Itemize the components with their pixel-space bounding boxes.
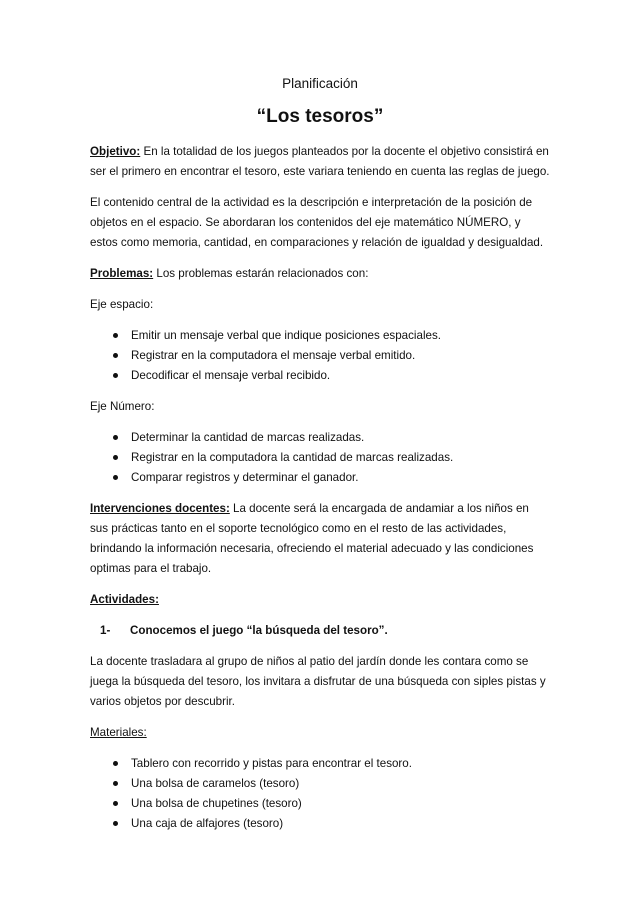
list-item: Una bolsa de chupetines (tesoro) xyxy=(112,794,550,814)
actividades-heading xyxy=(90,590,550,610)
bullet-icon xyxy=(113,801,118,806)
intervenciones-text: La docente será la encargada de andamiar a los niños en sus prácticas tanto en el soporte tecnológico como en el resto de las actividades, brindando la información necesaria, ofreciendo el material adecuado y las condiciones optimas para el trabajo. xyxy=(90,502,534,575)
bullet-icon xyxy=(113,353,118,358)
list-item: Emitir un mensaje verbal que indique posiciones espaciales. xyxy=(112,326,550,346)
list-item: Registrar en la computadora la cantidad de marcas realizadas. xyxy=(112,448,550,468)
actividad-item xyxy=(90,621,550,641)
bullet-icon xyxy=(113,455,118,460)
bullet-icon xyxy=(113,821,118,826)
objetivo-paragraph xyxy=(90,142,550,182)
bullet-icon xyxy=(113,781,118,786)
list-item: Tablero con recorrido y pistas para encontrar el tesoro. xyxy=(112,754,550,774)
actividad-description: La docente trasladara al grupo de niños al patio del jardín donde les contara como se juega la búsqueda del tesoro, los invitara a disfrutar de una búsqueda con siples pistas y varios objetos por descubrir. xyxy=(90,655,546,708)
materiales-label: Materiales: xyxy=(90,726,147,739)
eje-espacio-list xyxy=(90,326,550,386)
bullet-icon xyxy=(113,333,118,338)
problemas-paragraph xyxy=(90,264,550,284)
actividad-number: 1- xyxy=(100,624,111,637)
intervenciones-paragraph xyxy=(90,499,550,579)
problemas-text: Los problemas estarán relacionados con: xyxy=(153,267,369,280)
objetivo-label: Objetivo: xyxy=(90,145,141,158)
bullet-icon xyxy=(113,475,118,480)
eje-espacio-label: Eje espacio: xyxy=(90,298,154,311)
list-item: Comparar registros y determinar el ganador. xyxy=(112,468,550,488)
list-item: Una caja de alfajores (tesoro) xyxy=(112,814,550,834)
bullet-icon xyxy=(113,761,118,766)
bullet-icon xyxy=(113,435,118,440)
materiales-list xyxy=(90,754,550,834)
intervenciones-label: Intervenciones docentes: xyxy=(90,502,230,515)
contenido-paragraph: El contenido central de la actividad es la descripción e interpretación de la posición de objetos en el espacio. Se abordaran los contenidos del eje matemático NÚMERO, y estos como memoria, cantidad, en comparaciones y relación de igualdad y desigualdad. xyxy=(90,196,544,249)
document-heading: Planificación xyxy=(282,76,358,91)
list-item: Determinar la cantidad de marcas realizadas. xyxy=(112,428,550,448)
document-title: “Los tesoros” xyxy=(256,106,384,127)
eje-numero-list xyxy=(90,428,550,488)
bullet-icon xyxy=(113,373,118,378)
list-item: Registrar en la computadora el mensaje verbal emitido. xyxy=(112,346,550,366)
eje-numero-label: Eje Número: xyxy=(90,400,155,413)
list-item: Decodificar el mensaje verbal recibido. xyxy=(112,366,550,386)
problemas-label: Problemas: xyxy=(90,267,154,280)
actividad-title: Conocemos el juego “la búsqueda del tesoro”. xyxy=(130,624,388,637)
objetivo-text: En la totalidad de los juegos planteados por la docente el objetivo consistirá en ser el primero en encontrar el tesoro, este variara teniendo en cuenta las reglas de juego. xyxy=(90,145,550,178)
list-item: Una bolsa de caramelos (tesoro) xyxy=(112,774,550,794)
materiales-heading xyxy=(90,723,550,743)
actividades-label: Actividades: xyxy=(90,593,159,606)
